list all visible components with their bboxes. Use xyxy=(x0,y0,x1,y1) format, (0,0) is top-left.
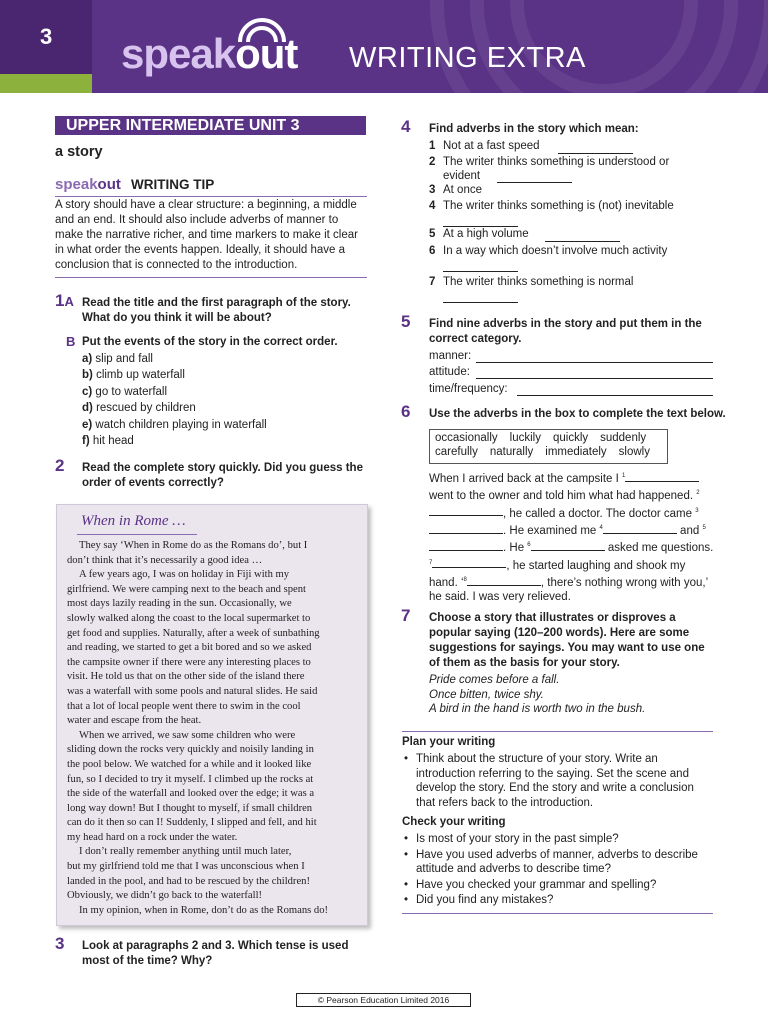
q4-item: 5 At a high volume xyxy=(429,228,529,240)
gap-2[interactable] xyxy=(429,505,503,516)
q4-item: 1 Not at a fast speed xyxy=(429,140,540,152)
question-4-text: Find adverbs in the story which mean: xyxy=(429,123,639,135)
story-title-underline xyxy=(77,534,197,535)
check-bullet: • Is most of your story in the past simple? xyxy=(402,832,714,847)
story-line: slowly walked along the coast to the local supermarket to xyxy=(67,612,311,624)
saying: A bird in the hand is worth two in the bush. xyxy=(429,703,646,715)
question-number: 5 xyxy=(401,312,411,331)
event-item: e) watch children playing in waterfall xyxy=(82,418,267,431)
question-5-text: Find nine adverbs in the story and put them in the correct category. xyxy=(429,318,702,345)
story-line: visit. He told us that on the other side of the island there xyxy=(67,671,305,683)
gap-fill-text: When I arrived back at the campsite I $^1$ went to the owner and told him what had happened. $^2$, he called a doctor. The doctor came $^3$. He examined me $^4$ and $^5$. He $^6$ asked me questions. $^7$ , he started laughing and shook my hand. ‘$^8$ , there’s nothing wrong with you,’ he said. I was very relieved. xyxy=(429,472,714,604)
check-bullet: • Did you find any mistakes? xyxy=(402,893,714,908)
gap-4[interactable] xyxy=(603,523,677,534)
box-word: quickly xyxy=(552,432,589,444)
story-line: sliding down the rocks very quickly and noisily landing in xyxy=(67,744,314,756)
speech-arcs-icon xyxy=(232,14,292,44)
accent-bar xyxy=(0,74,92,93)
unit-title: UPPER INTERMEDIATE UNIT 3 xyxy=(55,116,366,135)
story-line: They say ‘When in Rome do as the Romans do’, but I xyxy=(79,540,308,551)
gap-5[interactable] xyxy=(429,540,503,551)
story-line: girlfriend. We were camping next to the beach and spent xyxy=(67,583,306,595)
event-item: c) go to waterfall xyxy=(82,385,168,398)
box-word: luckily xyxy=(509,432,541,444)
header-banner xyxy=(0,0,768,93)
question-number: 1A xyxy=(55,291,74,310)
story-line: but my girlfriend told me that I was unconscious when I xyxy=(67,861,305,873)
box-word: carefully xyxy=(435,446,478,458)
plan-heading: Plan your writing xyxy=(402,736,496,748)
question-number: 3 xyxy=(55,934,65,953)
divider xyxy=(402,731,713,732)
check-bullets xyxy=(402,832,714,909)
logo-part1: speak xyxy=(121,30,236,77)
gap-7[interactable] xyxy=(432,557,506,568)
answer-line xyxy=(545,241,620,242)
event-item: f) hit head xyxy=(82,435,134,447)
word-row xyxy=(435,446,650,458)
divider xyxy=(55,196,367,197)
q4-item: 6 In a way which doesn’t involve much activity xyxy=(429,245,668,257)
answer-line xyxy=(443,302,518,303)
gap-6[interactable] xyxy=(531,540,605,551)
q4-item: evident xyxy=(443,170,481,182)
story-line: A few years ago, I was on holiday in Fiji with my xyxy=(79,569,290,581)
story-line: In my opinion, when in Rome, don’t do as the Romans do! xyxy=(79,904,329,916)
story-line: the pool below. We watched for a while and it looked like xyxy=(67,758,312,770)
gap-1[interactable] xyxy=(625,471,699,482)
story-line: was a waterfall with some pools and natural slides. He said xyxy=(67,685,318,697)
q4-item: 3 At once xyxy=(429,184,482,196)
word-box xyxy=(429,429,668,464)
story-box xyxy=(56,504,368,926)
category-attitude: attitude: xyxy=(429,366,470,378)
box-word: naturally xyxy=(489,446,534,458)
box-word: slowly xyxy=(618,446,650,458)
story-type-label: a story xyxy=(55,144,103,160)
story-line: water and escape from the heat. xyxy=(67,715,202,727)
gap-8[interactable] xyxy=(467,575,541,586)
plan-bullets xyxy=(402,752,714,811)
question-7-text: Choose a story that illustrates or disproves a popular saying (120–200 words). Here are some suggestions for sayings. You may want to use one of them as the basis for your story. xyxy=(429,612,705,669)
tip-logo-part1: speak xyxy=(55,176,98,193)
page-title: WRITING EXTRA xyxy=(349,42,586,74)
question-6-text: Use the adverbs in the box to complete the text below. xyxy=(429,408,726,420)
story-line: landed in the pool, and had to be rescued by the children! xyxy=(67,875,310,887)
story-line: the side of the waterfall and looked over the edge; it was a xyxy=(67,788,315,800)
question-1b-text: Put the events of the story in the correct order. xyxy=(82,336,338,348)
question-sub-letter: B xyxy=(66,334,76,349)
answer-line xyxy=(497,182,572,183)
answer-line xyxy=(558,153,633,154)
saying: Once bitten, twice shy. xyxy=(429,688,544,701)
q4-item: 4 The writer thinks something is (not) inevitable xyxy=(429,200,674,212)
story-line: long way down! But I thought to myself, if small children xyxy=(67,802,313,814)
box-word: immediately xyxy=(545,446,607,458)
question-1a-text: Read the title and the first paragraph of the story. What do you think it will be about? xyxy=(82,297,351,324)
story-line: get food and supplies. Naturally, after a week of sunbathing xyxy=(67,627,320,639)
divider xyxy=(402,913,713,914)
sayings-list xyxy=(429,673,645,717)
story-line: and reading, we started to get a bit bored and so we asked xyxy=(67,642,312,654)
story-line: my head hard on a rock under the water. xyxy=(67,831,238,843)
box-word: occasionally xyxy=(435,432,498,444)
writing-tip-text: A story should have a clear structure: a beginning, a middle and an end. It should also include adverbs of manner to make the narrative richer, and time markers to make it clear in what order the events happen. Ideally, it should have a conclusion that is connected to the introduction. xyxy=(55,199,358,271)
event-item: a) slip and fall xyxy=(82,353,153,365)
saying: Pride comes before a fall. xyxy=(429,674,560,686)
story-line: most days lazily reading in the sun. Occasionally, we xyxy=(67,598,292,610)
divider xyxy=(55,277,367,278)
story-line: don’t think that it’s necessarily a good idea … xyxy=(67,554,263,566)
question-number: 4 xyxy=(401,117,411,136)
story-line: that a lot of local people went there to swim in the cool xyxy=(67,700,301,712)
tip-logo xyxy=(55,176,121,193)
story-line: can do it then so can I! Suddenly, I slipped and fell, and hit xyxy=(67,817,317,829)
story-title: When in Rome … xyxy=(81,513,186,529)
story-line: Obviously, we didn’t go back to the waterfall! xyxy=(67,890,263,902)
plan-bullet: • Think about the structure of your story. Write an introduction referring to the saying. Set the scene and develop the story. End the story and write a conclusion that refers back to the introduction. xyxy=(402,752,714,810)
question-number: 6 xyxy=(401,402,411,421)
writing-tip-title: WRITING TIP xyxy=(131,177,215,192)
category-manner: manner: xyxy=(429,350,472,362)
answer-line xyxy=(476,378,713,379)
q4-item: 2 The writer thinks something is understood or xyxy=(429,156,670,168)
event-item: d) rescued by children xyxy=(82,402,196,415)
story-body xyxy=(67,539,358,918)
question-number: 7 xyxy=(401,606,411,625)
question-2-text: Read the complete story quickly. Did you guess the order of events correctly? xyxy=(82,462,363,489)
check-bullet: • Have you checked your grammar and spelling? xyxy=(402,878,714,893)
box-word: suddenly xyxy=(600,432,647,444)
tip-logo-part2: out xyxy=(97,176,121,193)
story-line: the campsite owner if there were any interesting places to xyxy=(67,656,311,668)
question-number: 2 xyxy=(55,456,65,475)
logo-part2: out xyxy=(235,30,298,77)
q4-item: 7 The writer thinks something is normal xyxy=(429,276,634,288)
story-line: fun, so I decided to try it myself. I climbed up the rocks at xyxy=(67,773,314,785)
check-bullet: • Have you used adverbs of manner, adverbs to describe attitude and adverbs to describe time? xyxy=(402,848,714,877)
question-3-text: Look at paragraphs 2 and 3. Which tense is used most of the time? Why? xyxy=(82,940,349,967)
story-line: When we arrived, we saw some children who were xyxy=(79,729,296,741)
answer-line xyxy=(443,271,518,272)
gap-3[interactable] xyxy=(429,523,503,534)
word-row xyxy=(435,432,646,444)
copyright-footer: © Pearson Education Limited 2016 xyxy=(296,993,471,1007)
answer-line xyxy=(517,395,713,396)
category-time: time/frequency: xyxy=(429,383,508,395)
check-heading: Check your writing xyxy=(402,816,506,828)
answer-line xyxy=(476,362,713,363)
story-line: I don’t really remember anything until much later, xyxy=(79,846,292,858)
unit-number: 3 xyxy=(40,24,53,49)
event-item: b) climb up waterfall xyxy=(82,369,185,382)
